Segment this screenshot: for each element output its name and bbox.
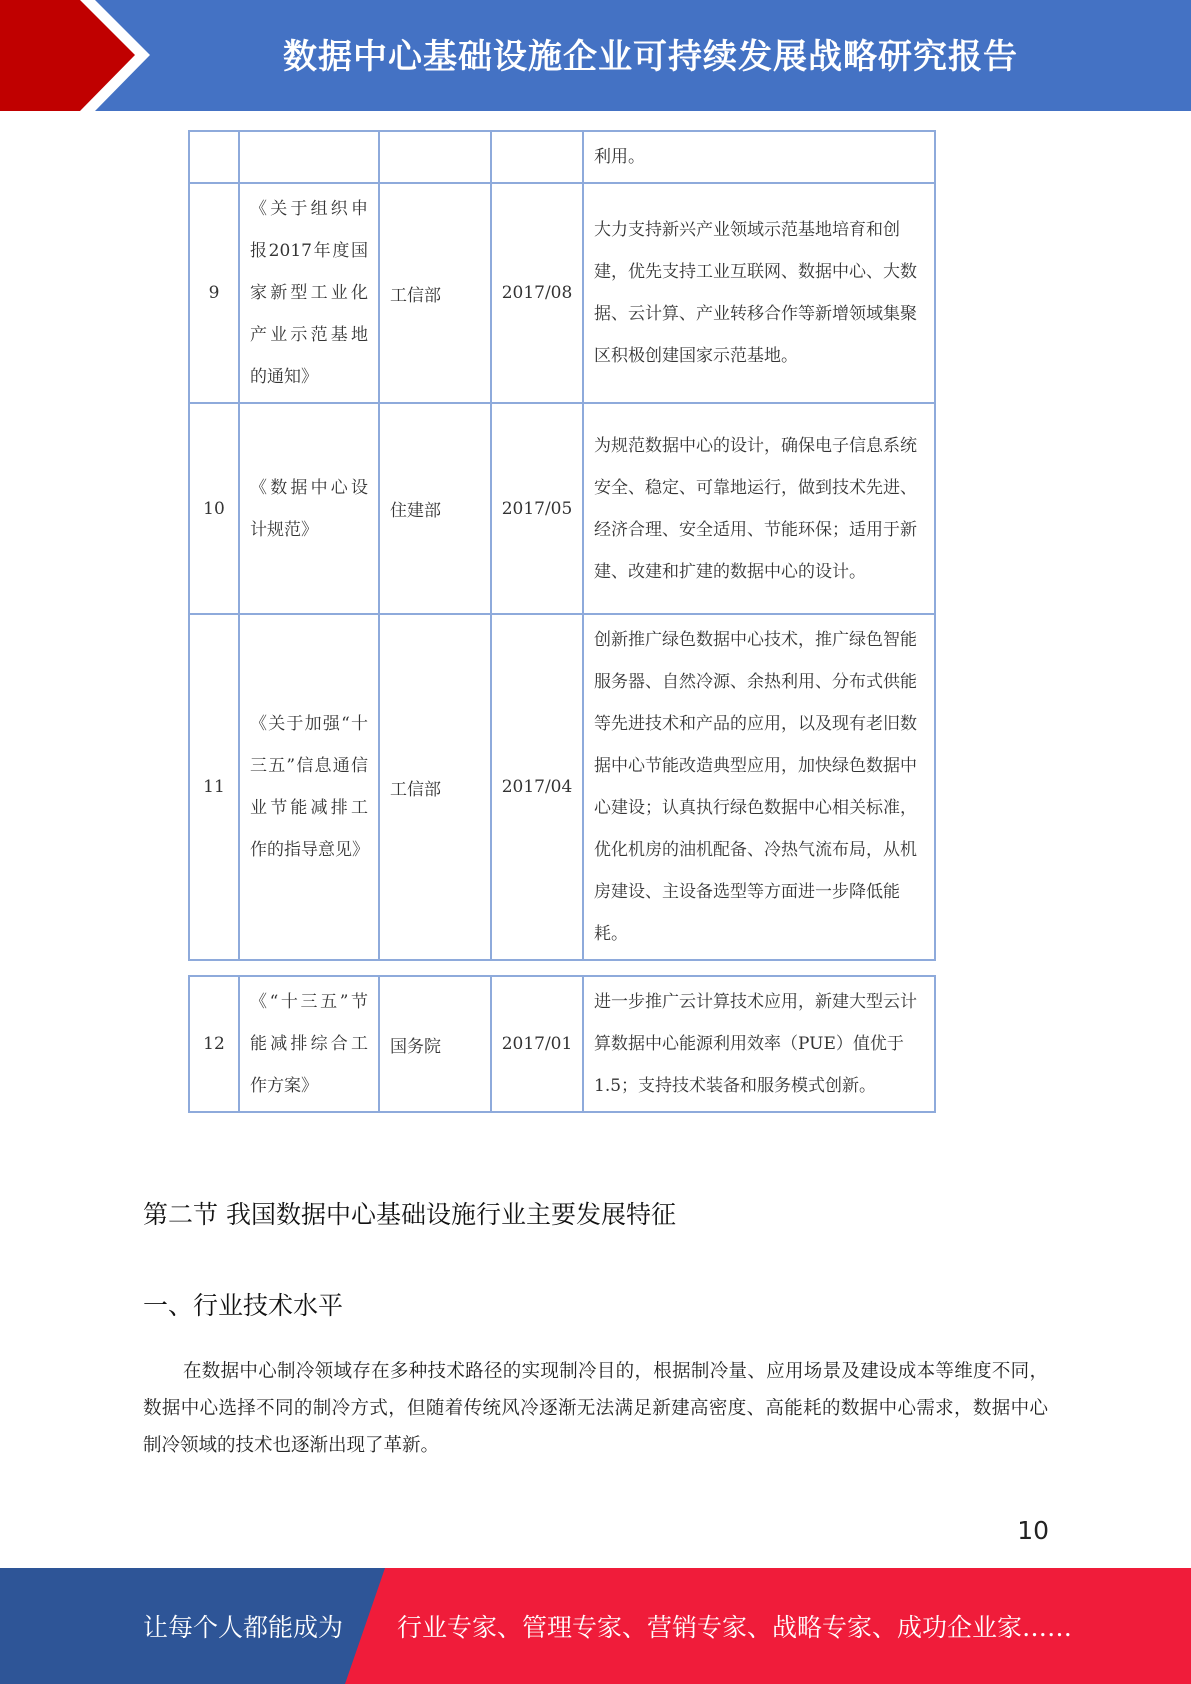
table-row <box>189 976 935 1112</box>
row-number: 11 <box>189 614 239 960</box>
policy-name: 《关于组织申报2017年度国家新型工业化产业示范基地的通知》 <box>239 183 379 403</box>
policy-name: 《关于加强“十三五”信息通信业节能减排工作的指导意见》 <box>239 614 379 960</box>
table-row <box>189 614 935 960</box>
row-number: 12 <box>189 976 239 1112</box>
table-row <box>189 403 935 614</box>
policy-date <box>491 131 583 183</box>
body-paragraph: 在数据中心制冷领域存在多种技术路径的实现制冷目的，根据制冷量、应用场景及建设成本等维度不同，数据中心选择不同的制冷方式，但随着传统风冷逐渐无法满足新建高密度、高能耗的数据中心需求，数据中心制冷领域的技术也逐渐出现了革新。 <box>143 1361 1048 1456</box>
policy-date: 2017/04 <box>491 614 583 960</box>
header-chevron-decoration <box>0 0 160 111</box>
policy-date: 2017/05 <box>491 403 583 614</box>
policy-table-continued <box>188 975 936 1113</box>
policy-date: 2017/08 <box>491 183 583 403</box>
report-title: 数据中心基础设施企业可持续发展战略研究报告 <box>283 36 1018 77</box>
policy-content: 创新推广绿色数据中心技术，推广绿色智能服务器、自然冷源、余热利用、分布式供能等先进技术和产品的应用，以及现有老旧数据中心节能改造典型应用，加快绿色数据中心建设；认真执行绿色数据中心相关标准，优化机房的油机配备、冷热气流布局，从机房建设、主设备选型等方面进一步降低能耗。 <box>583 614 935 960</box>
subsection-heading: 一、行业技术水平 <box>143 1291 344 1320</box>
row-number: 9 <box>189 183 239 403</box>
policy-content: 进一步推广云计算技术应用，新建大型云计算数据中心能源利用效率（PUE）值优于1.5；支持技术装备和服务模式创新。 <box>583 976 935 1112</box>
policy-name: 《数据中心设计规范》 <box>239 403 379 614</box>
row-number: 10 <box>189 403 239 614</box>
policy-content: 大力支持新兴产业领域示范基地培育和创建，优先支持工业互联网、数据中心、大数据、云计算、产业转移合作等新增领域集聚区积极创建国家示范基地。 <box>583 183 935 403</box>
policy-department: 国务院 <box>379 976 491 1112</box>
policy-department <box>379 131 491 183</box>
page-footer <box>0 1568 1191 1684</box>
policy-name <box>239 131 379 183</box>
row-number <box>189 131 239 183</box>
policy-name: 《“十三五”节能减排综合工作方案》 <box>239 976 379 1112</box>
policy-date: 2017/01 <box>491 976 583 1112</box>
policy-table <box>188 130 936 961</box>
page-header <box>0 0 1191 111</box>
footer-slogan-left: 让每个人都能成为 <box>143 1613 344 1642</box>
section-heading: 第二节 我国数据中心基础设施行业主要发展特征 <box>143 1200 676 1229</box>
table-row <box>189 183 935 403</box>
table-row <box>189 131 935 183</box>
policy-content: 利用。 <box>583 131 935 183</box>
policy-department: 工信部 <box>379 614 491 960</box>
footer-slogan-right: 行业专家、管理专家、营销专家、战略专家、成功企业家…… <box>397 1613 1073 1642</box>
policy-content: 为规范数据中心的设计，确保电子信息系统安全、稳定、可靠地运行，做到技术先进、经济合理、安全适用、节能环保；适用于新建、改建和扩建的数据中心的设计。 <box>583 403 935 614</box>
policy-department: 工信部 <box>379 183 491 403</box>
policy-department: 住建部 <box>379 403 491 614</box>
page-number: 10 <box>1017 1516 1049 1545</box>
